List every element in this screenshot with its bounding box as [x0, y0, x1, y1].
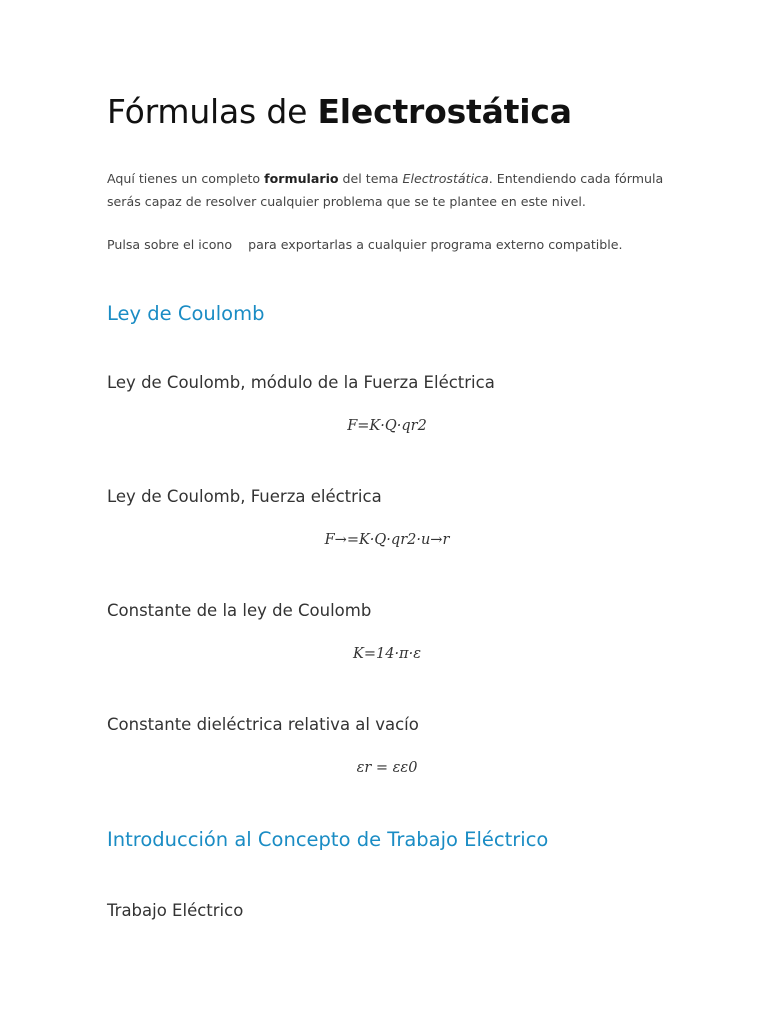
- page-title: [107, 92, 572, 132]
- formula-label-coulomb-constant: Constante de la ley de Coulomb: [107, 601, 372, 620]
- formula-label-electric-work: Trabajo Eléctrico: [107, 901, 244, 920]
- page-title-bold: Electrostática: [317, 92, 572, 131]
- intro-text-2: del tema: [338, 171, 403, 186]
- page-title-prefix: Fórmulas de: [107, 92, 318, 131]
- export-note: [107, 233, 667, 256]
- formula-label-electric-force: Ley de Coulomb, Fuerza eléctrica: [107, 487, 382, 506]
- formula-electric-force[interactable]: F→=K·Q·qr2·u→r: [324, 532, 450, 548]
- intro-text-3: . Entendiendo cada fórmula serás capaz de resolver cualquier problema que se te plantee en este nivel.: [107, 171, 664, 209]
- export-icon[interactable]: [236, 239, 244, 249]
- formula-relative-permittivity[interactable]: εr = εε0: [356, 760, 418, 776]
- intro-italic-term: Electrostática: [402, 171, 489, 186]
- export-note-text-2: para exportarlas a cualquier programa externo compatible.: [244, 237, 623, 252]
- formula-coulomb-constant[interactable]: K=14·π·ε: [353, 646, 421, 662]
- intro-text-1: Aquí tienes un completo: [107, 171, 265, 186]
- formula-label-force-magnitude: Ley de Coulomb, módulo de la Fuerza Eléctrica: [107, 373, 495, 392]
- section-heading-coulomb: Ley de Coulomb: [107, 302, 265, 325]
- formula-label-relative-permittivity: Constante dieléctrica relativa al vacío: [107, 715, 419, 734]
- formula-force-magnitude[interactable]: F=K·Q·qr2: [347, 418, 427, 434]
- section-heading-electric-work: Introducción al Concepto de Trabajo Eléctrico: [107, 828, 549, 851]
- intro-bold-term: formulario: [264, 171, 339, 186]
- export-note-text-1: Pulsa sobre el icono: [107, 237, 237, 252]
- intro-paragraph: [107, 167, 667, 213]
